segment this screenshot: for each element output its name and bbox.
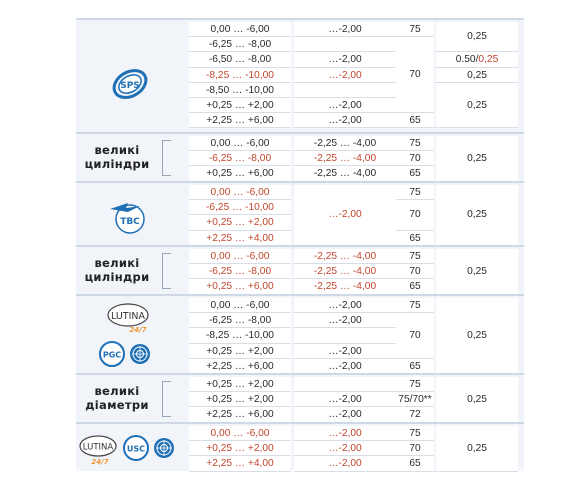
cyl-cell: …-2,00 <box>294 313 396 328</box>
index-cell: 0,25 <box>434 377 518 423</box>
cyl-cell: …-2,00 <box>294 22 396 37</box>
cyl-cell: …-2,00 <box>294 52 396 67</box>
diameter-cell: 75 <box>396 377 434 392</box>
cyl-cell: …-2,00 <box>294 298 396 313</box>
cyl-cell <box>294 37 396 52</box>
diameter-cell: 65 <box>396 231 434 246</box>
big-cylinders-label: великі циліндри <box>84 143 150 171</box>
sph-cell: 0,00 … -6,00 <box>189 249 291 264</box>
index-cell: 0,25 <box>434 22 518 52</box>
sph-cell: -6,25 … -10,00 <box>189 200 291 215</box>
cyl-cell: …-2,00 <box>294 68 396 83</box>
sph-cell: 0,00 … -6,00 <box>189 426 291 441</box>
sph-cell: +0,25 … +2,00 <box>189 344 291 359</box>
cyl-cell: …-2,00 <box>294 98 396 113</box>
diameter-merged-cell: 70 <box>396 313 434 359</box>
cyl-cell: …-2,00 <box>294 407 396 422</box>
cyl-cell: …-2,00 <box>294 456 396 471</box>
sph-cell: 0,00 … -6,00 <box>189 22 291 37</box>
sph-cell: 0,00 … -6,00 <box>189 185 291 200</box>
index-cell: 0.50/0,25 <box>434 52 518 67</box>
sph-cell: -6,25 … -8,00 <box>189 313 291 328</box>
sph-cell: +2,25 … +6,00 <box>189 113 291 128</box>
cyl-cell: …-2,00 <box>294 113 396 128</box>
sph-cell: 0,00 … -6,00 <box>189 136 291 151</box>
sph-cell: +0,25 … +6,00 <box>189 166 291 181</box>
diameter-cell: 65 <box>396 279 434 294</box>
diameter-cell: 75 <box>396 249 434 264</box>
cyl-cell: …-2,00 <box>294 441 396 456</box>
diameter-cell: 75 <box>396 185 434 200</box>
diameter-cell: 65 <box>396 456 434 471</box>
svg-text:PGC: PGC <box>102 350 122 360</box>
diameter-cell: 75 <box>396 426 434 441</box>
section-big-cylinders-2 <box>76 245 524 294</box>
svg-text:LUTINA: LUTINA <box>111 311 145 322</box>
index-cell: 0,25 <box>434 68 518 83</box>
diameter-cell: 75 <box>396 136 434 151</box>
section-big-cylinders-1 <box>76 132 524 181</box>
sph-cell: +0,25 … +2,00 <box>189 377 291 392</box>
index-cell: 0,25 <box>434 426 518 472</box>
index-cell: 0,25 <box>434 136 518 182</box>
section-big-diameters <box>76 373 524 422</box>
lens-range-table <box>76 18 524 470</box>
sph-cell: +0,25 … +2,00 <box>189 392 291 407</box>
svg-text:USC: USC <box>126 444 146 454</box>
cyl-cell: -2,25 … -4,00 <box>294 136 396 151</box>
sph-cell: +0,25 … +2,00 <box>189 441 291 456</box>
cyl-cell: -2,25 … -4,00 <box>294 264 396 279</box>
cyl-cell: …-2,00 <box>294 344 396 359</box>
sph-cell: +0,25 … +2,00 <box>189 215 291 230</box>
diameter-cell: 65 <box>396 113 434 128</box>
diameter-cell: 70 <box>396 264 434 279</box>
sph-cell: -6,25 … -8,00 <box>189 264 291 279</box>
svg-text:24/7: 24/7 <box>91 458 109 466</box>
diameter-cell: 65 <box>396 359 434 374</box>
section-sps <box>76 18 524 132</box>
section-tbc <box>76 181 524 245</box>
sph-cell: +2,25 … +6,00 <box>189 407 291 422</box>
sph-cell: -8,25 … -10,00 <box>189 328 291 343</box>
sph-cell: -8,50 … -10,00 <box>189 83 291 98</box>
cyl-merged-cell: …-2,00 <box>294 185 396 246</box>
sph-cell: +2,25 … +6,00 <box>189 359 291 374</box>
diameter-cell: 75 <box>396 22 434 37</box>
cyl-cell <box>294 377 396 392</box>
sph-cell: +0,25 … +6,00 <box>189 279 291 294</box>
sph-cell: 0,00 … -6,00 <box>189 298 291 313</box>
cyl-cell: -2,25 … -4,00 <box>294 166 396 181</box>
cyl-cell: …-2,00 <box>294 426 396 441</box>
sph-cell: -8,25 … -10,00 <box>189 68 291 83</box>
diameter-cell: 75 <box>396 298 434 313</box>
cyl-cell <box>294 328 396 343</box>
sph-cell: -6,25 … -8,00 <box>189 151 291 166</box>
sph-cell: +0,25 … +2,00 <box>189 98 291 113</box>
svg-text:LUTINA: LUTINA <box>82 442 114 453</box>
index-cell: 0,25 <box>434 298 518 374</box>
svg-text:SPS: SPS <box>120 81 140 91</box>
cyl-cell <box>294 83 396 98</box>
section-lutina-usc <box>76 422 524 471</box>
diameter-cell: 65 <box>396 166 434 181</box>
section-lutina-pgc <box>76 294 524 373</box>
svg-text:24/7: 24/7 <box>129 326 147 334</box>
index-cell: 0,25 <box>434 83 518 129</box>
sph-cell: +2,25 … +4,00 <box>189 231 291 246</box>
diameter-cell: 70 <box>396 441 434 456</box>
svg-text:TBC: TBC <box>120 217 140 227</box>
cyl-cell: -2,25 … -4,00 <box>294 151 396 166</box>
sph-cell: -6,50 … -8,00 <box>189 52 291 67</box>
sph-cell: -6,25 … -8,00 <box>189 37 291 52</box>
diameter-merged-cell: 70 <box>396 200 434 230</box>
big-cylinders-label: великі циліндри <box>84 256 150 284</box>
index-cell: 0,25 <box>434 185 518 246</box>
index-cell: 0,25 <box>434 249 518 295</box>
cyl-cell: …-2,00 <box>294 359 396 374</box>
diameter-cell: 75/70** <box>396 392 434 407</box>
cyl-cell: -2,25 … -4,00 <box>294 249 396 264</box>
sph-cell: +2,25 … +4,00 <box>189 456 291 471</box>
cyl-cell: -2,25 … -4,00 <box>294 279 396 294</box>
big-diameters-label: великі діаметри <box>85 384 149 412</box>
diameter-cell: 70 <box>396 151 434 166</box>
diameter-merged-cell: 70 <box>396 37 434 113</box>
diameter-cell: 72 <box>396 407 434 422</box>
cyl-cell: …-2,00 <box>294 392 396 407</box>
